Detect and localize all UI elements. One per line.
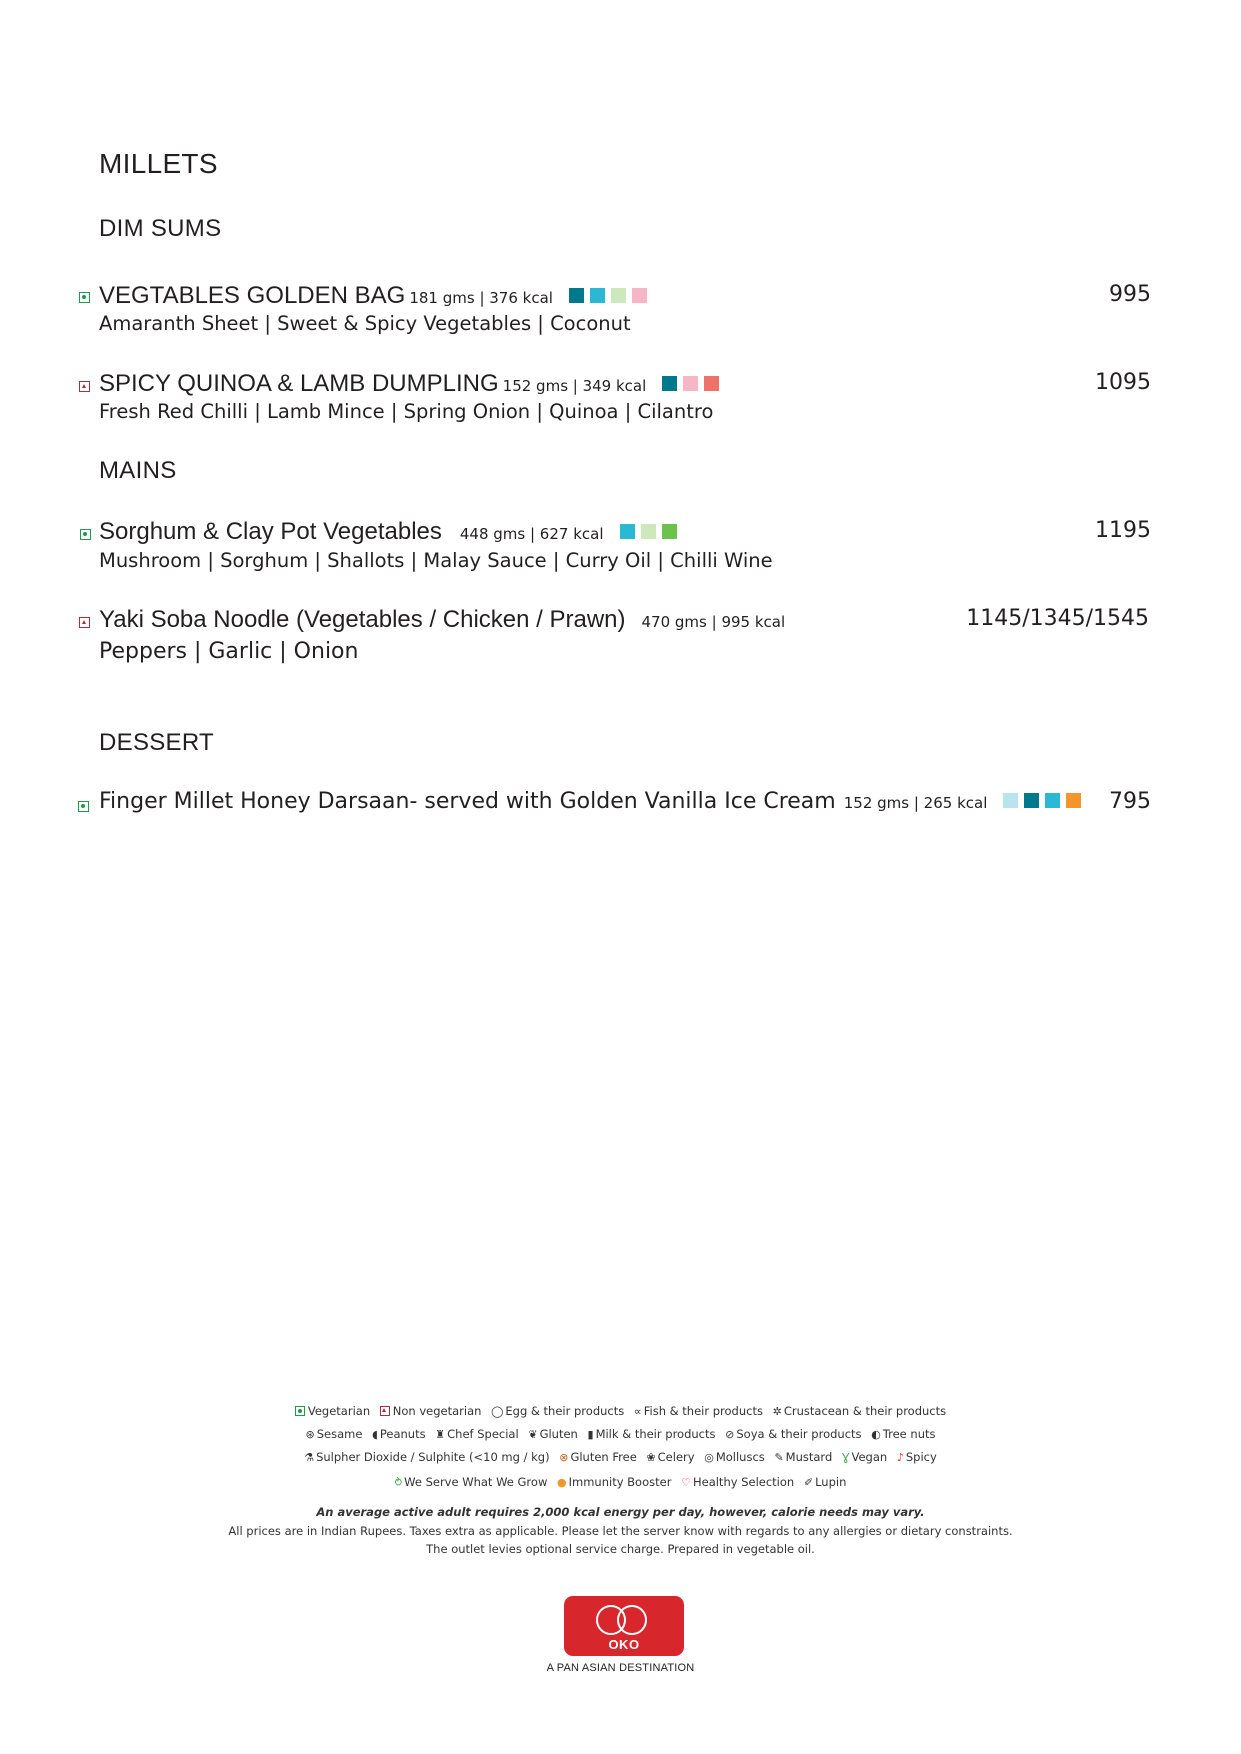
legend-label: Healthy Selection (692, 1475, 795, 1489)
section-heading-mains: MAINS (99, 457, 177, 484)
menu-item-spicy-quinoa-lamb-dumpling (99, 370, 725, 398)
legend-label: Peanuts (379, 1427, 426, 1441)
non-vegetarian-icon (380, 1406, 390, 1416)
peanut-icon: ◖ (372, 1428, 378, 1441)
allergen-swatch-icon (632, 288, 647, 303)
item-portion-calories: 152 gms | 349 kcal (502, 377, 647, 395)
logo-text: OKO (608, 1637, 640, 1652)
legend-label: Molluscs (715, 1450, 765, 1464)
section-heading-millets: MILLETS (99, 148, 218, 179)
soya-icon: ⊘ (725, 1428, 735, 1441)
legend-label: Crustacean & their products (783, 1404, 947, 1418)
menu-item-yaki-soba-noodle (99, 606, 785, 634)
menu-item-finger-millet-honey-darsaan (99, 789, 1087, 814)
allergen-swatches (569, 288, 653, 303)
allergen-swatch-icon (611, 288, 626, 303)
legend-label: Lupin (815, 1475, 847, 1489)
item-price: 1195 (1095, 518, 1151, 543)
legend-label: Chef Special (447, 1427, 519, 1441)
item-price: 1145/1345/1545 (966, 606, 1149, 631)
item-portion-calories: 181 gms | 376 kcal (409, 289, 553, 307)
legend-label: Sesame (316, 1427, 363, 1441)
item-name: Sorghum & Clay Pot Vegetables (99, 518, 442, 545)
legend-label: Milk & their products (595, 1427, 716, 1441)
allergen-swatch-icon (1003, 793, 1018, 808)
allergen-swatch-icon (1045, 793, 1060, 808)
immunity-booster-icon: ● (557, 1476, 567, 1489)
celery-icon: ❀ (646, 1451, 656, 1464)
item-portion-calories: 152 gms | 265 kcal (843, 794, 988, 812)
legend-label: Vegan (851, 1450, 888, 1464)
item-portion-calories: 448 gms | 627 kcal (459, 525, 604, 543)
milk-icon: ▮ (587, 1428, 594, 1441)
vegetarian-icon (295, 1406, 305, 1416)
item-price: 795 (1109, 789, 1151, 814)
item-description: Peppers | Garlic | Onion (99, 639, 359, 664)
vegetarian-icon (78, 801, 89, 812)
vegan-icon: Ɣ (841, 1451, 850, 1464)
section-heading-dim-sums: DIM SUMS (99, 215, 222, 242)
item-name: VEGTABLES GOLDEN BAG (99, 282, 406, 309)
logo-ring-icon (617, 1605, 647, 1635)
legend-row-4 (0, 1475, 1241, 1489)
legend-label: Celery (657, 1450, 695, 1464)
item-description: Fresh Red Chilli | Lamb Mince | Spring Onion | Quinoa | Cilantro (99, 400, 714, 423)
legend-label: Non vegetarian (392, 1404, 482, 1418)
legend-label: Sulpher Dioxide / Sulphite (<10 mg / kg) (316, 1450, 550, 1464)
molluscs-icon: ◎ (704, 1451, 714, 1464)
egg-icon: ◯ (491, 1405, 504, 1418)
item-description: Mushroom | Sorghum | Shallots | Malay Sauce | Curry Oil | Chilli Wine (99, 549, 773, 572)
legend-label: Tree nuts (882, 1427, 936, 1441)
legend-row-3 (0, 1450, 1241, 1464)
menu-item-vegtables-golden-bag (99, 282, 653, 310)
allergen-swatch-icon (662, 376, 677, 391)
spicy-icon: ♪ (896, 1451, 904, 1464)
item-name: Finger Millet Honey Darsaan- served with Golden Vanilla Ice Cream (99, 789, 836, 814)
menu-item-sorghum-clay-pot-vegetables (99, 518, 683, 546)
item-description: Amaranth Sheet | Sweet & Spicy Vegetables | Coconut (99, 312, 631, 335)
allergen-swatch-icon (641, 524, 656, 539)
vegetarian-icon (79, 292, 90, 303)
item-price: 995 (1109, 282, 1151, 307)
legend-label: Fish & their products (643, 1404, 763, 1418)
item-name: Yaki Soba Noodle (Vegetables / Chicken / Prawn) (99, 606, 626, 633)
item-name: SPICY QUINOA & LAMB DUMPLING (99, 370, 499, 397)
fish-icon: ∝ (633, 1405, 642, 1418)
legend-label: Gluten (539, 1427, 578, 1441)
vegetarian-icon (80, 529, 91, 540)
non-vegetarian-icon (79, 617, 90, 628)
allergen-swatch-icon (620, 524, 635, 539)
oko-logo (564, 1596, 684, 1656)
legend-label: Spicy (905, 1450, 937, 1464)
gluten-free-icon: ⊗ (559, 1451, 569, 1464)
calorie-note: An average active adult requires 2,000 kcal energy per day, however, calorie needs may vary. (316, 1505, 925, 1519)
legend-label: Immunity Booster (568, 1475, 672, 1489)
allergen-swatch-icon (1024, 793, 1039, 808)
price-note: All prices are in Indian Rupees. Taxes extra as applicable. Please let the server know with regards to any allergies or dietary constraints. (228, 1524, 1013, 1538)
lupin-icon: ✐ (803, 1476, 814, 1489)
allergen-swatch-icon (1066, 793, 1081, 808)
allergen-swatches (662, 376, 725, 391)
allergen-swatch-icon (683, 376, 698, 391)
tree-nuts-icon: ◐ (871, 1428, 881, 1441)
legend-row-2 (0, 1427, 1241, 1441)
item-price: 1095 (1095, 370, 1151, 395)
section-heading-dessert: DESSERT (99, 729, 215, 756)
mustard-icon: ✎ (774, 1451, 784, 1464)
allergen-swatch-icon (569, 288, 584, 303)
sesame-icon: ⊛ (305, 1428, 315, 1441)
allergen-swatches (1003, 793, 1087, 808)
legend-label: Mustard (785, 1450, 833, 1464)
allergen-swatch-icon (662, 524, 677, 539)
crustacean-icon: ✲ (772, 1405, 782, 1418)
allergen-swatches (620, 524, 683, 539)
legend-label: Vegetarian (307, 1404, 371, 1418)
chef-special-icon: ♜ (435, 1428, 446, 1441)
legend-label: Egg & their products (505, 1404, 625, 1418)
service-note: The outlet levies optional service charge. Prepared in vegetable oil. (426, 1542, 815, 1556)
allergen-swatch-icon (704, 376, 719, 391)
legend-label: Gluten Free (570, 1450, 637, 1464)
legend-label: Soya & their products (736, 1427, 862, 1441)
sulphite-icon: ⚗ (304, 1451, 315, 1464)
gluten-icon: ❦ (528, 1428, 538, 1441)
brand-tagline: A PAN ASIAN DESTINATION (546, 1662, 695, 1674)
allergen-swatch-icon (590, 288, 605, 303)
legend-row-1 (0, 1404, 1241, 1418)
healthy-selection-icon: ♡ (681, 1476, 691, 1489)
grow-icon: ⥁ (394, 1476, 403, 1489)
legend-label: We Serve What We Grow (404, 1475, 548, 1489)
item-portion-calories: 470 gms | 995 kcal (641, 613, 786, 631)
non-vegetarian-icon (79, 381, 90, 392)
